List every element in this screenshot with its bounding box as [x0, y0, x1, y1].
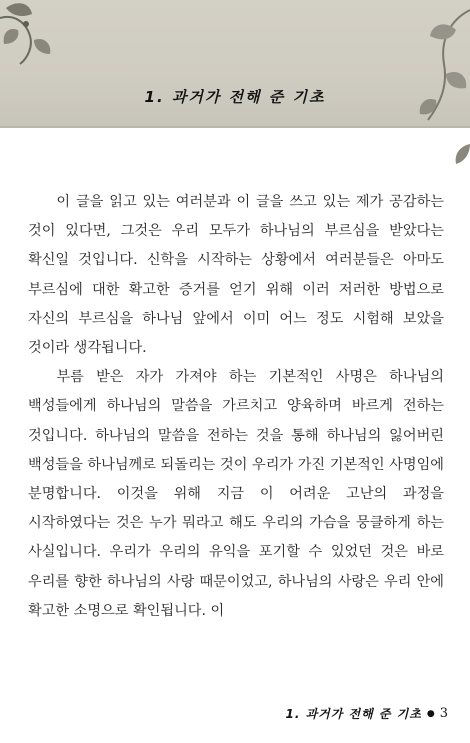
floral-ornament-icon	[400, 0, 470, 128]
paragraph: 부름 받은 자가 가져야 하는 기본적인 사명은 하나님의 백성들에게 하나님의 말씀을 가르치고 양육하며 바르게 전하는 것입니다. 하나님의 말씀을 전하는 것을 통해 하나님의 잃어버린 백성들을 하나님께로 되돌리는 것이 우리가 가진 기본적인 사명임에 분명합니다. 이것을 위해 지금 이 어려운 고난의 과정을 시작하였다는 것은 누가 뭐라고 해도 우리의 가슴을 뭉클하게 하는 사실입니다. 우리가 우리의 유익을 포기할 수 있었던 것은 바로 우리를 향한 하나님의 사랑 때문이었고, 하나님의 사랑은 우리 안에 확고한 소명으로 확인됩니다. 이	[28, 369, 444, 619]
paragraph: 이 글을 읽고 있는 여러분과 이 글을 쓰고 있는 제가 공감하는 것이 있다면, 그것은 우리 모두가 하나님의 부르심을 받았다는 확신일 것입니다. 신학을 시작하는 상황에서 여러분들은 아마도 부르심에 대한 확고한 증거를 얻기 위해 이러 저러한 방법으로 자신의 부르심을 하나님 앞에서 이미 어느 정도 시험해 보았을 것이라 생각됩니다.	[28, 194, 444, 357]
running-footer-title: 1. 과거가 전해 준 기초	[285, 707, 422, 721]
leaf-ornament-icon	[450, 140, 470, 170]
floral-ornament-icon	[0, 0, 60, 70]
chapter-title: 1. 과거가 전해 준 기초	[144, 88, 326, 106]
body-text	[28, 188, 444, 626]
page-footer	[286, 705, 449, 722]
bullet-icon: ●	[426, 708, 435, 719]
page-number: 3	[439, 706, 448, 721]
chapter-header	[0, 0, 470, 128]
